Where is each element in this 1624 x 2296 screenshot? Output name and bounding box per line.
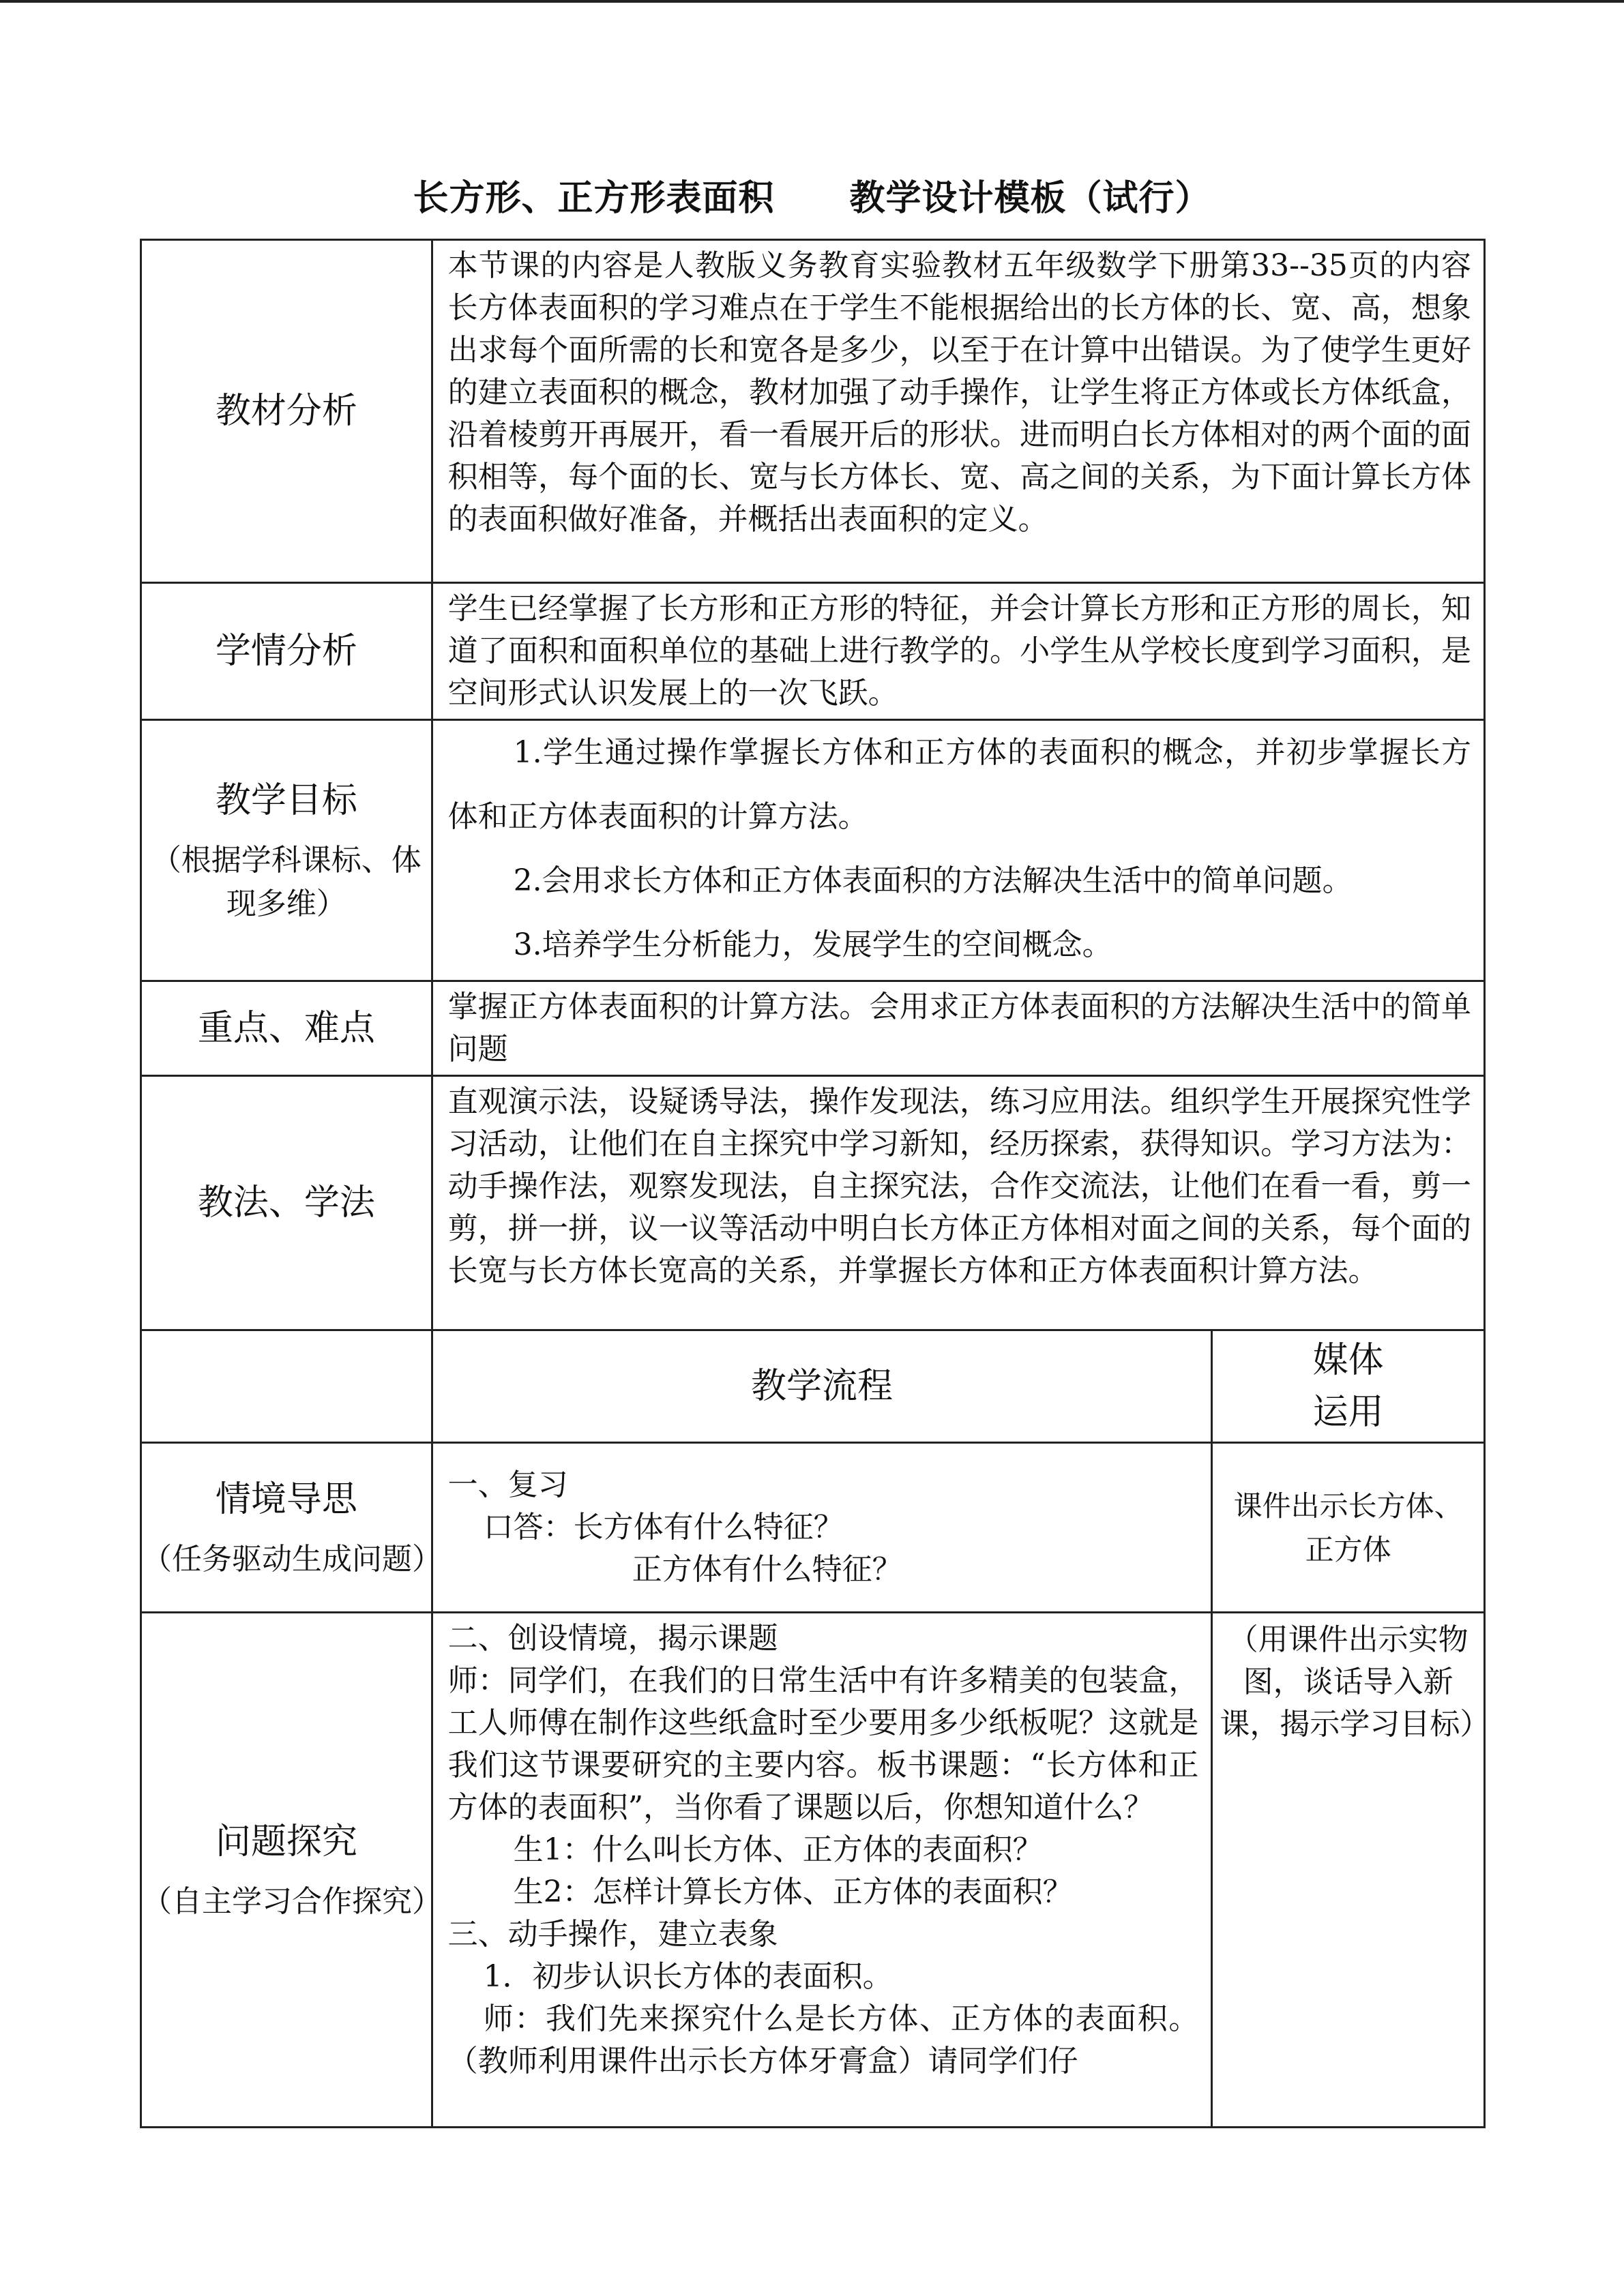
goal-item: 2.会用求长方体和正方体表面积的方法解决生活中的简单问题。: [513, 863, 1353, 898]
lesson-plan-table: [140, 239, 1490, 2128]
top-border-line: [0, 0, 1624, 3]
row-explore: [141, 1613, 1485, 2128]
label-teaching-goals: [141, 720, 432, 981]
label-key-points: 重点、难点: [141, 981, 432, 1076]
row-student-analysis: [141, 583, 1485, 720]
label-explore: [141, 1613, 442, 2128]
situation-label: 情境导思: [215, 1479, 357, 1520]
flow-header-empty: [141, 1330, 432, 1443]
goal-item: 3.培养学生分析能力，发展学生的空间概念。: [513, 927, 1112, 962]
situation-line: 正方体有什么特征？: [632, 1552, 902, 1587]
goals-list: [432, 720, 1484, 981]
row-material-analysis: [141, 240, 1485, 583]
row-teaching-goals: [141, 720, 1485, 981]
row-key-points: [141, 981, 1485, 1076]
header-media-use: [1212, 1330, 1485, 1443]
row-situation: [141, 1443, 1485, 1613]
explore-heading: 三、动手操作，建立表象: [447, 1917, 778, 1952]
goals-label: 教学目标: [215, 780, 357, 821]
title-topic: 长方形、正方形表面积: [413, 178, 775, 219]
explore-media: （用课件出示实物图，谈话导入新课，揭示学习目标）: [1212, 1613, 1485, 2128]
label-material-analysis: 教材分析: [141, 240, 432, 583]
header-teaching-process: 教学流程: [432, 1330, 1212, 1443]
explore-sublabel: （自主学习合作探究）: [142, 1884, 442, 1919]
situation-line: 口答：长方体有什么特征？: [483, 1510, 844, 1545]
title-template: 教学设计模板（试行）: [849, 178, 1211, 219]
label-student-analysis: 学情分析: [141, 583, 432, 720]
situation-media: 课件出示长方体、正方体: [1212, 1443, 1485, 1613]
explore-paragraph: 师：同学们，在我们的日常生活中有许多精美的包装盒，工人师傅在制作这些纸盒时至少要用多少纸板呢？这就是我们这节课要研究的主要内容。板书课题：“长方体和正方体的表面积”，当你看了课题以后，你想知道什么？: [447, 1663, 1199, 1825]
explore-heading: 二、创设情境，揭示课题: [447, 1621, 778, 1656]
goals-sublabel: （根据学科课标、体现多维）: [151, 843, 422, 921]
label-situation: [141, 1443, 442, 1613]
row-flow-header: [141, 1330, 1485, 1443]
explore-question: 生1：什么叫长方体、正方体的表面积？: [513, 1832, 1043, 1867]
text-student-analysis: 学生已经掌握了长方形和正方形的特征，并会计算长方形和正方形的周长，知道了面积和面积单位的基础上进行教学的。小学生从学校长度到学习面积，是空间形式认识发展上的一次飞跃。: [432, 583, 1484, 720]
situation-sublabel: （任务驱动生成问题）: [142, 1542, 442, 1577]
page-title: [0, 169, 1624, 220]
situation-content: [432, 1443, 1212, 1613]
situation-line: 一、复习: [447, 1467, 568, 1502]
header-media-line1: 媒体: [1312, 1340, 1384, 1381]
explore-paragraph: 师：我们先来探究什么是长方体、正方体的表面积。（教师利用课件出示长方体牙膏盒）请同学们仔: [447, 2001, 1199, 2078]
explore-label: 问题探究: [215, 1821, 357, 1862]
explore-content: [432, 1613, 1212, 2128]
explore-step: 1．初步认识长方体的表面积。: [483, 1959, 893, 1994]
text-material-analysis: 本节课的内容是人教版义务教育实验教材五年级数学下册第33--35页的内容长方体表面积的学习难点在于学生不能根据给出的长方体的长、宽、高，想象出求每个面所需的长和宽各是多少，以至于在计算中出错误。为了使学生更好的建立表面积的概念，教材加强了动手操作，让学生将正方体或长方体纸盒，沿着棱剪开再展开，看一看展开后的形状。进而明白长方体相对的两个面的面积相等，每个面的长、宽与长方体长、宽、高之间的关系，为下面计算长方体的表面积做好准备，并概括出表面积的定义。: [432, 240, 1484, 583]
text-key-points: 掌握正方体表面积的计算方法。会用求正方体表面积的方法解决生活中的简单问题: [432, 981, 1484, 1076]
goal-item: 1.学生通过操作掌握长方体和正方体的表面积的概念，并初步掌握长方体和正方体表面积的计算方法。: [447, 735, 1471, 834]
label-methods: 教法、学法: [141, 1076, 432, 1330]
row-methods: [141, 1076, 1485, 1330]
header-media-line2: 运用: [1312, 1392, 1384, 1433]
text-methods: 直观演示法，设疑诱导法，操作发现法，练习应用法。组织学生开展探究性学习活动，让他们在自主探究中学习新知，经历探索，获得知识。学习方法为：动手操作法，观察发现法，自主探究法，合作交流法，让他们在看一看，剪一剪，拼一拼，议一议等活动中明白长方体正方体相对面之间的关系，每个面的长宽与长方体长宽高的关系，并掌握长方体和正方体表面积计算方法。: [432, 1076, 1484, 1330]
explore-question: 生2：怎样计算长方体、正方体的表面积？: [513, 1875, 1073, 1909]
